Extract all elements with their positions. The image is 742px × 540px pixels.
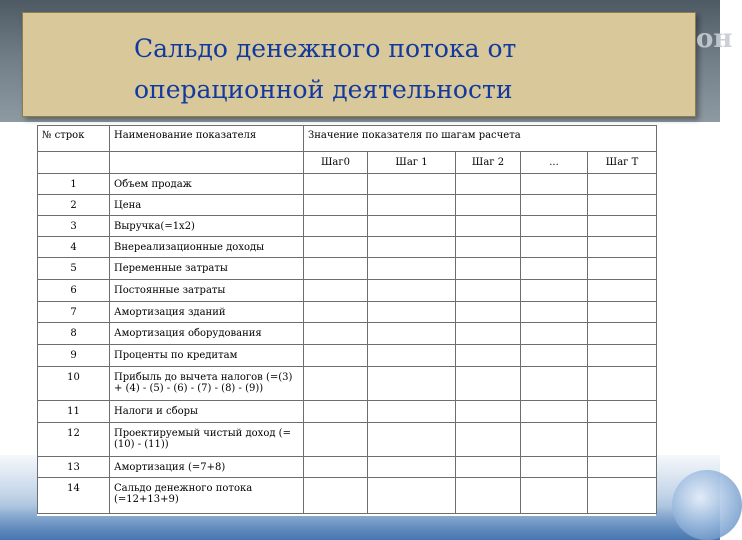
table-row [38,195,657,216]
value-cell [588,258,657,280]
value-cell [521,457,588,478]
value-cell [304,323,368,345]
value-cell [304,216,368,237]
slide-title-line-2: операционной деятельности [134,75,513,104]
value-cell [456,302,521,323]
value-cell [521,258,588,280]
table-row [38,323,657,345]
row-number: 4 [38,237,110,258]
step-header: Шаг 2 [456,152,521,174]
background-ghost-text: он [696,24,733,54]
row-indicator: Объем продаж [110,174,304,195]
value-cell [521,323,588,345]
cash-flow-table [37,125,657,514]
header-blank-cell [38,152,110,174]
value-cell [304,367,368,401]
table-row [38,174,657,195]
row-indicator: Сальдо денежного потока (=12+13+9) [110,478,304,514]
value-cell [588,401,657,423]
row-number: 11 [38,401,110,423]
header-blank-cell [110,152,304,174]
value-cell [588,367,657,401]
row-number: 2 [38,195,110,216]
value-cell [521,367,588,401]
header-values-by-step: Значение показателя по шагам расчета [304,126,657,152]
value-cell [368,258,456,280]
row-indicator: Выручка(=1х2) [110,216,304,237]
value-cell [588,237,657,258]
table-row [38,258,657,280]
value-cell [521,280,588,302]
value-cell [456,174,521,195]
value-cell [521,195,588,216]
row-number: 14 [38,478,110,514]
value-cell [588,174,657,195]
header-indicator-name: Наименование показателя [110,126,304,152]
value-cell [588,280,657,302]
step-header: ... [521,152,588,174]
row-indicator: Прибыль до вычета налогов (=(3) + (4) - (5) - (6) - (7) - (8) - (9)) [110,367,304,401]
value-cell [368,423,456,457]
table-row [38,280,657,302]
value-cell [368,195,456,216]
value-cell [368,302,456,323]
table-row [38,302,657,323]
value-cell [521,345,588,367]
value-cell [521,302,588,323]
table-row [38,423,657,457]
row-indicator: Амортизация зданий [110,302,304,323]
row-indicator: Постоянные затраты [110,280,304,302]
value-cell [368,367,456,401]
value-cell [588,302,657,323]
table-row [38,216,657,237]
value-cell [368,237,456,258]
value-cell [521,478,588,514]
row-number: 5 [38,258,110,280]
slide-title-line-1: Сальдо денежного потока от [134,34,517,63]
value-cell [368,280,456,302]
value-cell [304,401,368,423]
value-cell [588,195,657,216]
value-cell [304,457,368,478]
value-cell [588,345,657,367]
globe-decoration [672,470,742,540]
row-number: 13 [38,457,110,478]
row-indicator: Проценты по кредитам [110,345,304,367]
value-cell [304,237,368,258]
value-cell [368,401,456,423]
value-cell [456,237,521,258]
row-indicator: Цена [110,195,304,216]
row-indicator: Амортизация (=7+8) [110,457,304,478]
value-cell [588,323,657,345]
row-number: 3 [38,216,110,237]
value-cell [456,258,521,280]
step-header: Шаг0 [304,152,368,174]
value-cell [456,478,521,514]
value-cell [304,258,368,280]
row-indicator: Внереализационные доходы [110,237,304,258]
value-cell [368,216,456,237]
table-row [38,237,657,258]
row-number: 8 [38,323,110,345]
step-header: Шаг Т [588,152,657,174]
value-cell [588,216,657,237]
value-cell [456,216,521,237]
row-number: 10 [38,367,110,401]
table-row [38,401,657,423]
value-cell [304,280,368,302]
row-number: 12 [38,423,110,457]
value-cell [456,367,521,401]
table-row [38,345,657,367]
value-cell [304,345,368,367]
row-indicator: Переменные затраты [110,258,304,280]
value-cell [304,195,368,216]
table-row [38,478,657,514]
table-row [38,367,657,401]
value-cell [368,345,456,367]
row-number: 9 [38,345,110,367]
value-cell [456,195,521,216]
row-indicator: Проектируемый чистый доход (=(10) - (11)) [110,423,304,457]
table-area [37,125,656,516]
value-cell [456,280,521,302]
row-number: 6 [38,280,110,302]
row-number: 7 [38,302,110,323]
value-cell [368,174,456,195]
value-cell [456,345,521,367]
row-number: 1 [38,174,110,195]
value-cell [521,237,588,258]
slide-title [134,28,654,110]
value-cell [456,401,521,423]
value-cell [521,216,588,237]
value-cell [456,423,521,457]
value-cell [368,323,456,345]
value-cell [521,423,588,457]
header-row-number: № строк [38,126,110,152]
value-cell [521,174,588,195]
value-cell [368,478,456,514]
value-cell [304,423,368,457]
row-indicator: Амортизация оборудования [110,323,304,345]
value-cell [588,478,657,514]
row-indicator: Налоги и сборы [110,401,304,423]
value-cell [588,457,657,478]
value-cell [456,457,521,478]
value-cell [304,478,368,514]
value-cell [521,401,588,423]
value-cell [368,457,456,478]
value-cell [588,423,657,457]
value-cell [304,174,368,195]
table-row [38,457,657,478]
value-cell [304,302,368,323]
step-header: Шаг 1 [368,152,456,174]
value-cell [456,323,521,345]
